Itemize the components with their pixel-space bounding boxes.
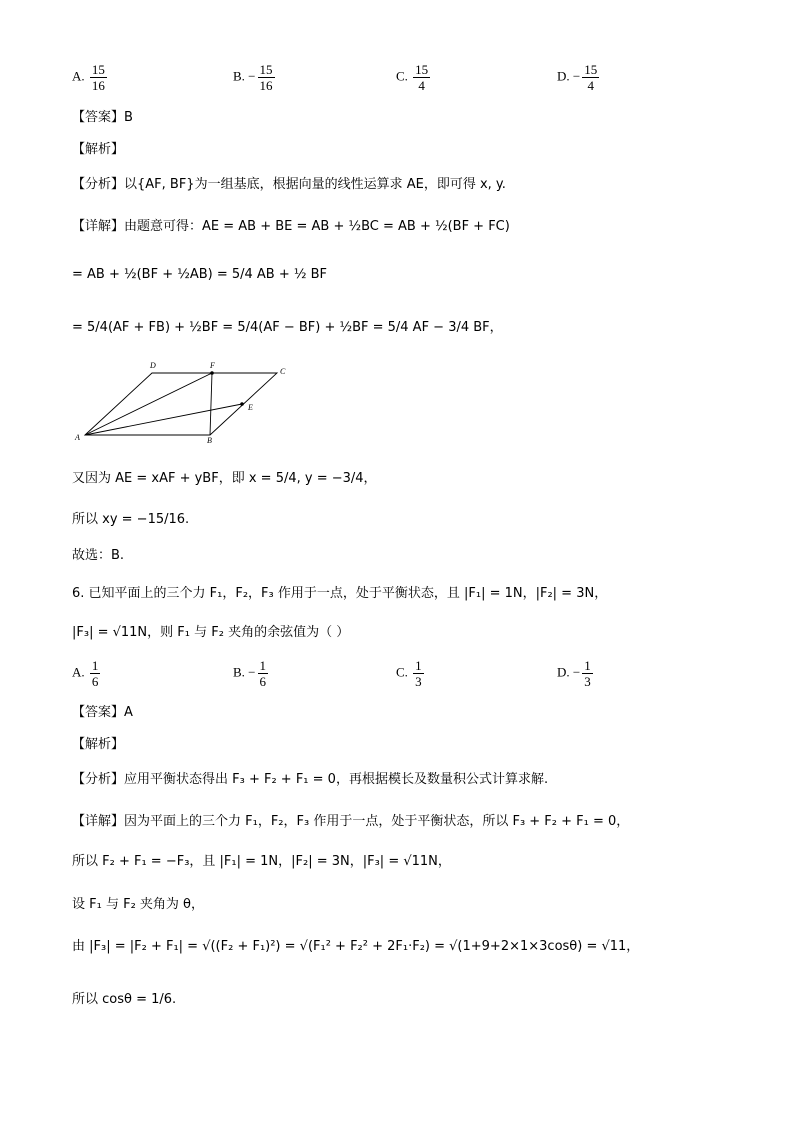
q6-option-a-num: 1 — [91, 658, 99, 673]
q6-analysis-line: 【分析】应用平衡状态得出 F₃ + F₂ + F₁ = 0，再根据模长及数量积公式计算求解. — [72, 772, 549, 787]
q6-option-d-label: D. — [557, 664, 570, 680]
q6-option-a-fraction — [90, 658, 101, 689]
q5-option-a-num: 15 — [91, 62, 105, 77]
label-f: F — [210, 361, 215, 370]
q5-option-c — [396, 62, 432, 93]
q5-option-d-label: D. — [557, 68, 570, 84]
q6-option-b-den: 6 — [259, 674, 267, 689]
q5-option-c-label: C. — [396, 68, 408, 84]
point-f — [210, 371, 214, 375]
q6-option-d-num: 1 — [584, 658, 591, 673]
q6-detail-line-1: 【详解】因为平面上的三个力 F₁，F₂，F₃ 作用于一点，处于平衡状态，所以 F₃ + F₂ + F₁ = 0， — [72, 814, 630, 829]
q5-option-d — [557, 62, 601, 93]
q5-option-b-den: 16 — [259, 78, 273, 93]
q5-again-line: 又因为 AE = xAF + yBF，即 x = 5/4, y = −3/4， — [72, 471, 377, 486]
q6-option-a — [72, 658, 102, 689]
label-e: E — [248, 403, 253, 412]
q6-option-a-label: A. — [72, 664, 85, 680]
q5-option-b-num: 15 — [259, 62, 273, 77]
q5-option-d-num: 15 — [584, 62, 598, 77]
q5-option-d-den: 4 — [587, 78, 594, 93]
segment-af — [85, 373, 212, 435]
q5-analysis-title: 【解析】 — [72, 142, 125, 157]
q6-option-b — [233, 658, 270, 689]
q5-so-line: 所以 xy = −15/16. — [72, 512, 190, 527]
q6-option-c-fraction — [413, 658, 424, 689]
q5-option-c-num: 15 — [415, 62, 429, 77]
q5-analysis-line: 【分析】以{AF, BF}为一组基底，根据向量的线性运算求 AE，即可得 x, y. — [72, 177, 506, 192]
q5-option-b-sign: − — [248, 68, 256, 84]
q6-detail-line-5: 所以 cosθ = 1/6. — [72, 992, 177, 1007]
label-b: B — [207, 436, 212, 445]
label-d: D — [150, 361, 156, 370]
q5-option-b-label: B. — [233, 68, 245, 84]
q6-answer: 【答案】A — [72, 705, 133, 720]
q5-choose: 故选：B. — [72, 548, 125, 563]
q6-option-d — [557, 658, 595, 689]
q5-option-d-sign: − — [572, 68, 581, 84]
q5-detail-line-1: 【详解】由题意可得：AE = AB + BE = AB + ½BC = AB + ½(BF + FC) — [72, 219, 510, 234]
q5-option-a-den: 16 — [91, 78, 105, 93]
q6-option-c-num: 1 — [415, 658, 422, 673]
q6-option-a-den: 6 — [91, 674, 99, 689]
q5-option-b-fraction — [258, 62, 275, 93]
label-a: A — [75, 433, 80, 442]
q6-option-b-fraction — [258, 658, 269, 689]
q6-detail-line-2: 所以 F₂ + F₁ = −F₃，且 |F₁| = 1N，|F₂| = 3N，|F₃| = √11N， — [72, 854, 451, 869]
q5-option-a-label: A. — [72, 68, 85, 84]
q6-option-d-den: 3 — [584, 674, 591, 689]
q5-option-b — [233, 62, 277, 93]
q6-stem-line-1: 6. 已知平面上的三个力 F₁，F₂，F₃ 作用于一点，处于平衡状态，且 |F₁| = 1N，|F₂| = 3N， — [72, 586, 608, 601]
q6-detail-line-4: 由 |F₃| = |F₂ + F₁| = √((F₂ + F₁)²) = √(F₁² + F₂² + 2F₁·F₂) = √(1+9+2×1×3cosθ) = √11， — [72, 939, 640, 954]
q6-option-d-fraction — [582, 658, 593, 689]
q6-stem-line-2: |F₃| = √11N，则 F₁ 与 F₂ 夹角的余弦值为（ ） — [72, 625, 350, 640]
q6-option-b-sign: − — [248, 664, 256, 680]
point-e — [240, 402, 244, 406]
q6-option-c-den: 3 — [415, 674, 422, 689]
label-c: C — [280, 367, 286, 376]
q5-option-c-den: 4 — [418, 78, 425, 93]
segment-bf — [210, 373, 212, 435]
q6-analysis-title: 【解析】 — [72, 737, 125, 752]
q5-detail-line-3: = 5/4(AF + FB) + ½BF = 5/4(AF − BF) + ½BF = 5/4 AF − 3/4 BF， — [72, 320, 503, 335]
q5-detail-line-2: = AB + ½(BF + ½AB) = 5/4 AB + ½ BF — [72, 267, 328, 282]
q5-option-a-fraction — [90, 62, 107, 93]
q6-option-d-sign: − — [572, 664, 581, 680]
q5-answer: 【答案】B — [72, 110, 133, 125]
segment-ae — [85, 404, 242, 435]
q5-option-c-fraction — [413, 62, 430, 93]
q6-detail-line-3: 设 F₁ 与 F₂ 夹角为 θ， — [72, 897, 204, 912]
parallelogram-figure — [72, 360, 302, 445]
q5-option-d-fraction — [582, 62, 599, 93]
q5-option-a — [72, 62, 109, 93]
q6-option-c-label: C. — [396, 664, 408, 680]
q6-option-c — [396, 658, 426, 689]
q6-option-b-label: B. — [233, 664, 245, 680]
q6-option-b-num: 1 — [259, 658, 267, 673]
